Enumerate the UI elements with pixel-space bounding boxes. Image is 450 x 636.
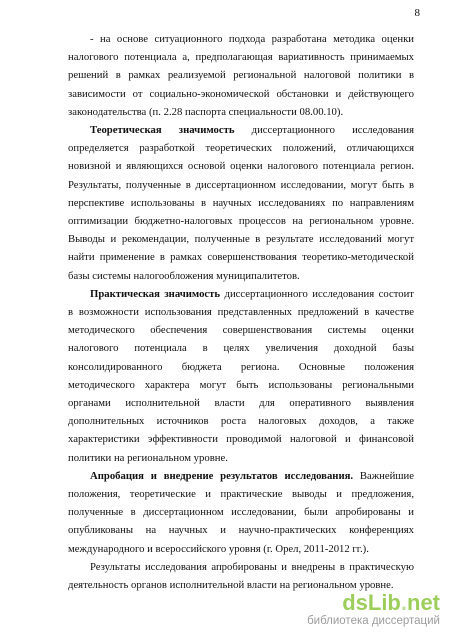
paragraph-lead: Теоретическая значимость [90,124,235,137]
paragraph-text: Важнейшие положения, теоретические и практические выводы и предложения, полученные в диссертационном исследовании, были апробированы и опубликованы на научных и научно-практических конференциях международного и всероссийского уровня (г. Орел, 2011-2012 гг.). [68,469,414,555]
watermark-subtitle: библиотека диссертаций [307,615,440,627]
paragraph-practical-significance [68,285,414,467]
paragraph-approbation [68,467,414,558]
paragraph-text: диссертационного исследования определяется разработкой теоретических положений, отличающихся новизной и являющихся основой оценки налогового потенциала регион. Результаты, полученные в диссертационном исследовании, могут быть в перспективе использованы в научных исследованиях по направлениям оптимизации бюджетно-налоговых процессов на региональном уровне. Выводы и рекомендации, полученные в результате исследований могут найти применение в рамках совершенствования теоретико-методической базы системы налогообложения муниципалитетов. [68,124,414,282]
watermark-logo [290,592,440,628]
watermark-brand-dot: . [400,590,407,615]
paragraph-text: Результаты исследования апробированы и внедрены в практическую деятельность органов исполнительной власти на региональном уровне. [68,560,414,592]
paragraph-methodology [68,30,414,121]
paragraph-text: диссертационного исследования состоит в возможности использования представленных предложений в качестве методического обеспечения совершенствования системы оценки налогового потенциала в целях увеличения доходной базы консолидированного бюджета региона. Основные положения методического характера могут быть использованы региональными органами исполнительной власти для оперативного выявления дополнительных источников роста налоговых доходов, а также характеристики эффективности проводимой налоговой и финансовой политики на региональном уровне. [68,287,414,464]
paragraph-theoretical-significance [68,121,414,285]
watermark-brand-tld: net [407,590,440,615]
document-body [68,30,414,594]
paragraph-lead: Апробация и внедрение результатов исследования. [90,469,354,482]
paragraph-lead: Практическая значимость [90,287,221,300]
paragraph-implementation [68,558,414,594]
paragraph-text: - на основе ситуационного подхода разработана методика оценки налогового потенциала а, предполагающая вариативность принимаемых решений в рамках реализуемой региональной налоговой политики в зависимости от социально-экономической обстановки и действующего законодательства (п. 2.28 паспорта специальности 08.00.10). [68,33,414,118]
watermark-brand [290,592,440,614]
page-number: 8 [414,7,420,19]
watermark-brand-main: dsLib [342,590,401,615]
